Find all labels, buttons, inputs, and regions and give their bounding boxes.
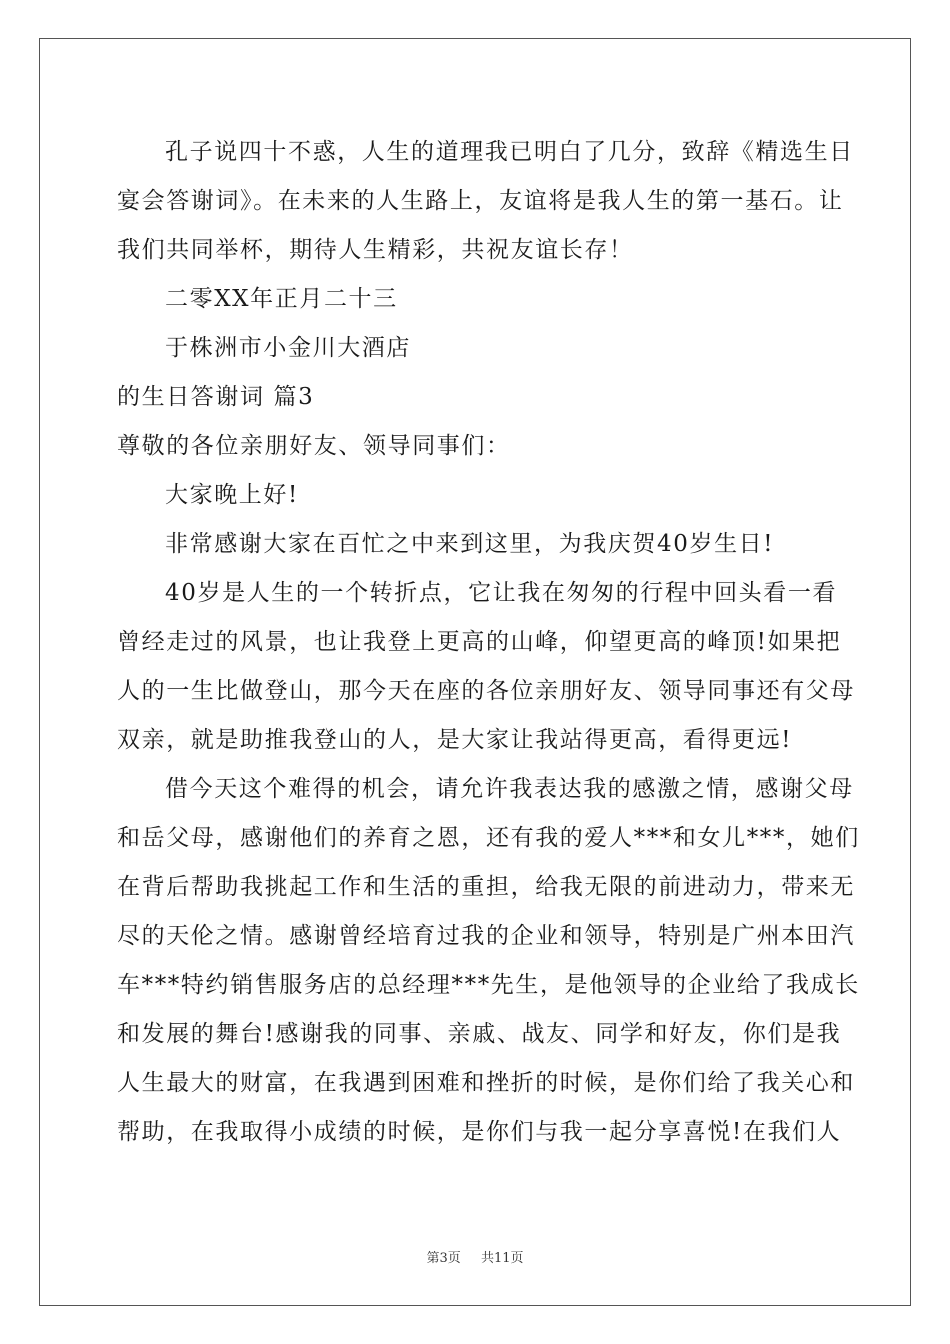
paragraph-line: 我们共同举杯，期待人生精彩，共祝友谊长存！ — [117, 237, 634, 263]
paragraph-line: 和岳父母，感谢他们的养育之恩，还有我的爱人***和女儿***，她们 — [117, 825, 860, 851]
paragraph-line: 40岁是人生的一个转折点，它让我在匆匆的行程中回头看一看 — [165, 580, 838, 606]
greeting: 大家晚上好! — [165, 482, 299, 508]
paragraph-line: 孔子说四十不惑，人生的道理我已明白了几分，致辞《精选生日 — [165, 139, 854, 165]
paragraph-line: 和发展的舞台!感谢我的同事、亲戚、战友、同学和好友，你们是我 — [117, 1021, 842, 1047]
paragraph-line: 尽的天伦之情。感谢曾经培育过我的企业和领导，特别是广州本田汽 — [117, 923, 855, 949]
salutation: 尊敬的各位亲朋好友、领导同事们： — [117, 433, 511, 459]
section-heading: 的生日答谢词 篇3 — [117, 384, 315, 410]
page-number-current: 第3页 — [426, 1251, 461, 1266]
page-number-total: 共11页 — [481, 1251, 524, 1266]
page-footer — [0, 1247, 950, 1266]
location-line: 于株洲市小金川大酒店 — [165, 335, 411, 361]
paragraph-line: 车***特约销售服务店的总经理***先生，是他领导的企业给了我成长 — [117, 972, 860, 998]
paragraph-line: 借今天这个难得的机会，请允许我表达我的感激之情，感谢父母 — [165, 776, 854, 802]
paragraph-line: 双亲，就是助推我登山的人，是大家让我站得更高，看得更远! — [117, 727, 793, 753]
paragraph-line: 非常感谢大家在百忙之中来到这里，为我庆贺40岁生日! — [165, 531, 775, 557]
paragraph-line: 在背后帮助我挑起工作和生活的重担，给我无限的前进动力，带来无 — [117, 874, 855, 900]
paragraph-line: 帮助，在我取得小成绩的时候，是你们与我一起分享喜悦!在我们人 — [117, 1119, 842, 1145]
paragraph-line: 人的一生比做登山，那今天在座的各位亲朋好友、领导同事还有父母 — [117, 678, 855, 704]
paragraph-line: 曾经走过的风景，也让我登上更高的山峰，仰望更高的峰顶!如果把 — [117, 629, 842, 655]
paragraph-line: 宴会答谢词》。在未来的人生路上，友谊将是我人生的第一基石。让 — [117, 188, 844, 214]
document-body — [117, 128, 860, 1157]
paragraph-line: 人生最大的财富，在我遇到困难和挫折的时候，是你们给了我关心和 — [117, 1070, 855, 1096]
date-line: 二零XX年正月二十三 — [165, 286, 398, 312]
